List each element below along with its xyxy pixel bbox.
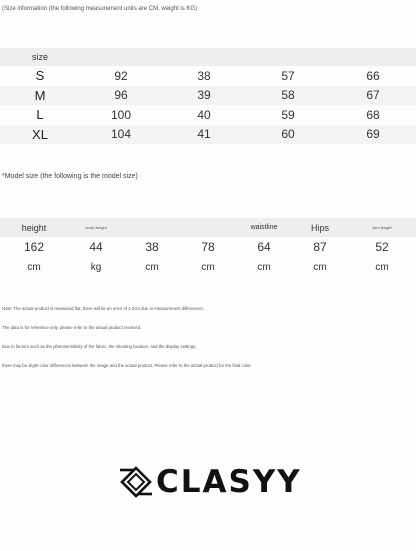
brand-name: CLASYY — [156, 464, 302, 500]
measure-cell: 60 — [246, 125, 330, 145]
table-row — [0, 66, 416, 86]
model-header-cell — [180, 218, 236, 237]
size-chart-header-row — [0, 48, 416, 66]
measure-cell: 59 — [281, 107, 295, 122]
measure-cell: 57 — [281, 68, 295, 83]
size-cell: L — [36, 107, 44, 123]
model-value-cell: 64 — [257, 240, 271, 254]
model-size-table — [0, 218, 416, 277]
model-header-cell: waistline — [236, 218, 292, 237]
model-header-row — [0, 218, 416, 237]
note-line: there may be slight color differences between the image and the actual product. Please refer to the actual product for the final color. — [2, 363, 252, 368]
model-size-title: *Model size (the following is the model size) — [2, 173, 138, 180]
model-unit-cell: cm — [375, 261, 389, 273]
model-unit-cell: cm — [313, 261, 327, 273]
note-line: Due to factors such as the photosensitivity of the fabric, the shooting location, and the display settings, — [2, 344, 197, 349]
model-value-cell: 44 — [89, 240, 103, 254]
model-header-cell: height — [0, 218, 68, 237]
measure-cell: 41 — [162, 125, 246, 145]
size-header-col — [80, 48, 162, 66]
size-cell: M — [0, 86, 80, 106]
clasyy-logo-icon — [118, 464, 154, 500]
measure-cell: 67 — [330, 86, 416, 106]
size-cell: S — [35, 68, 45, 84]
brand-logo — [118, 462, 302, 502]
size-cell: XL — [0, 125, 80, 145]
size-chart-table — [0, 48, 416, 144]
measure-cell: 100 — [110, 107, 132, 122]
model-value-cell: 38 — [145, 240, 159, 254]
model-unit-cell: cm — [257, 261, 271, 273]
model-unit-cell: cm — [145, 261, 159, 273]
measure-cell: 39 — [162, 86, 246, 106]
size-info-intro: (Size information (the following measurement units are CM, weight is KG) — [2, 6, 198, 12]
measure-cell: 68 — [366, 107, 380, 122]
size-header-col — [330, 48, 416, 66]
table-row — [0, 237, 416, 257]
model-value-cell: 78 — [201, 240, 215, 254]
model-header-cell — [124, 218, 180, 237]
measure-cell: 38 — [197, 68, 211, 83]
table-row — [0, 105, 416, 125]
measure-cell: 66 — [366, 68, 380, 83]
measure-cell: 104 — [80, 125, 162, 145]
measure-cell: 58 — [246, 86, 330, 106]
size-header-col — [246, 48, 330, 66]
model-value-cell: 162 — [23, 240, 45, 254]
table-row — [0, 86, 416, 106]
model-unit-cell: cm — [27, 261, 41, 273]
measure-cell: 92 — [114, 68, 128, 83]
measure-cell: 69 — [330, 125, 416, 145]
size-header-label: size — [0, 48, 80, 66]
model-unit-cell: cm — [201, 261, 215, 273]
measure-cell: 40 — [197, 107, 211, 122]
note-line: The data is for reference only, please refer to the actual product received. — [2, 325, 142, 330]
measure-cell: 96 — [80, 86, 162, 106]
note-line: Note: The actual product is measured flat, there will be an error of 1-3cm due to measurement differences; — [2, 306, 204, 311]
model-unit-cell: kg — [90, 261, 102, 273]
model-header-cell: Hips — [292, 218, 348, 237]
model-header-cell: Arm length — [348, 218, 416, 237]
model-header-cell: body weight — [68, 218, 124, 237]
table-row — [0, 125, 416, 145]
size-header-col — [162, 48, 246, 66]
table-row — [0, 257, 416, 277]
model-value-cell: 87 — [313, 240, 327, 254]
model-value-cell: 52 — [375, 240, 389, 254]
